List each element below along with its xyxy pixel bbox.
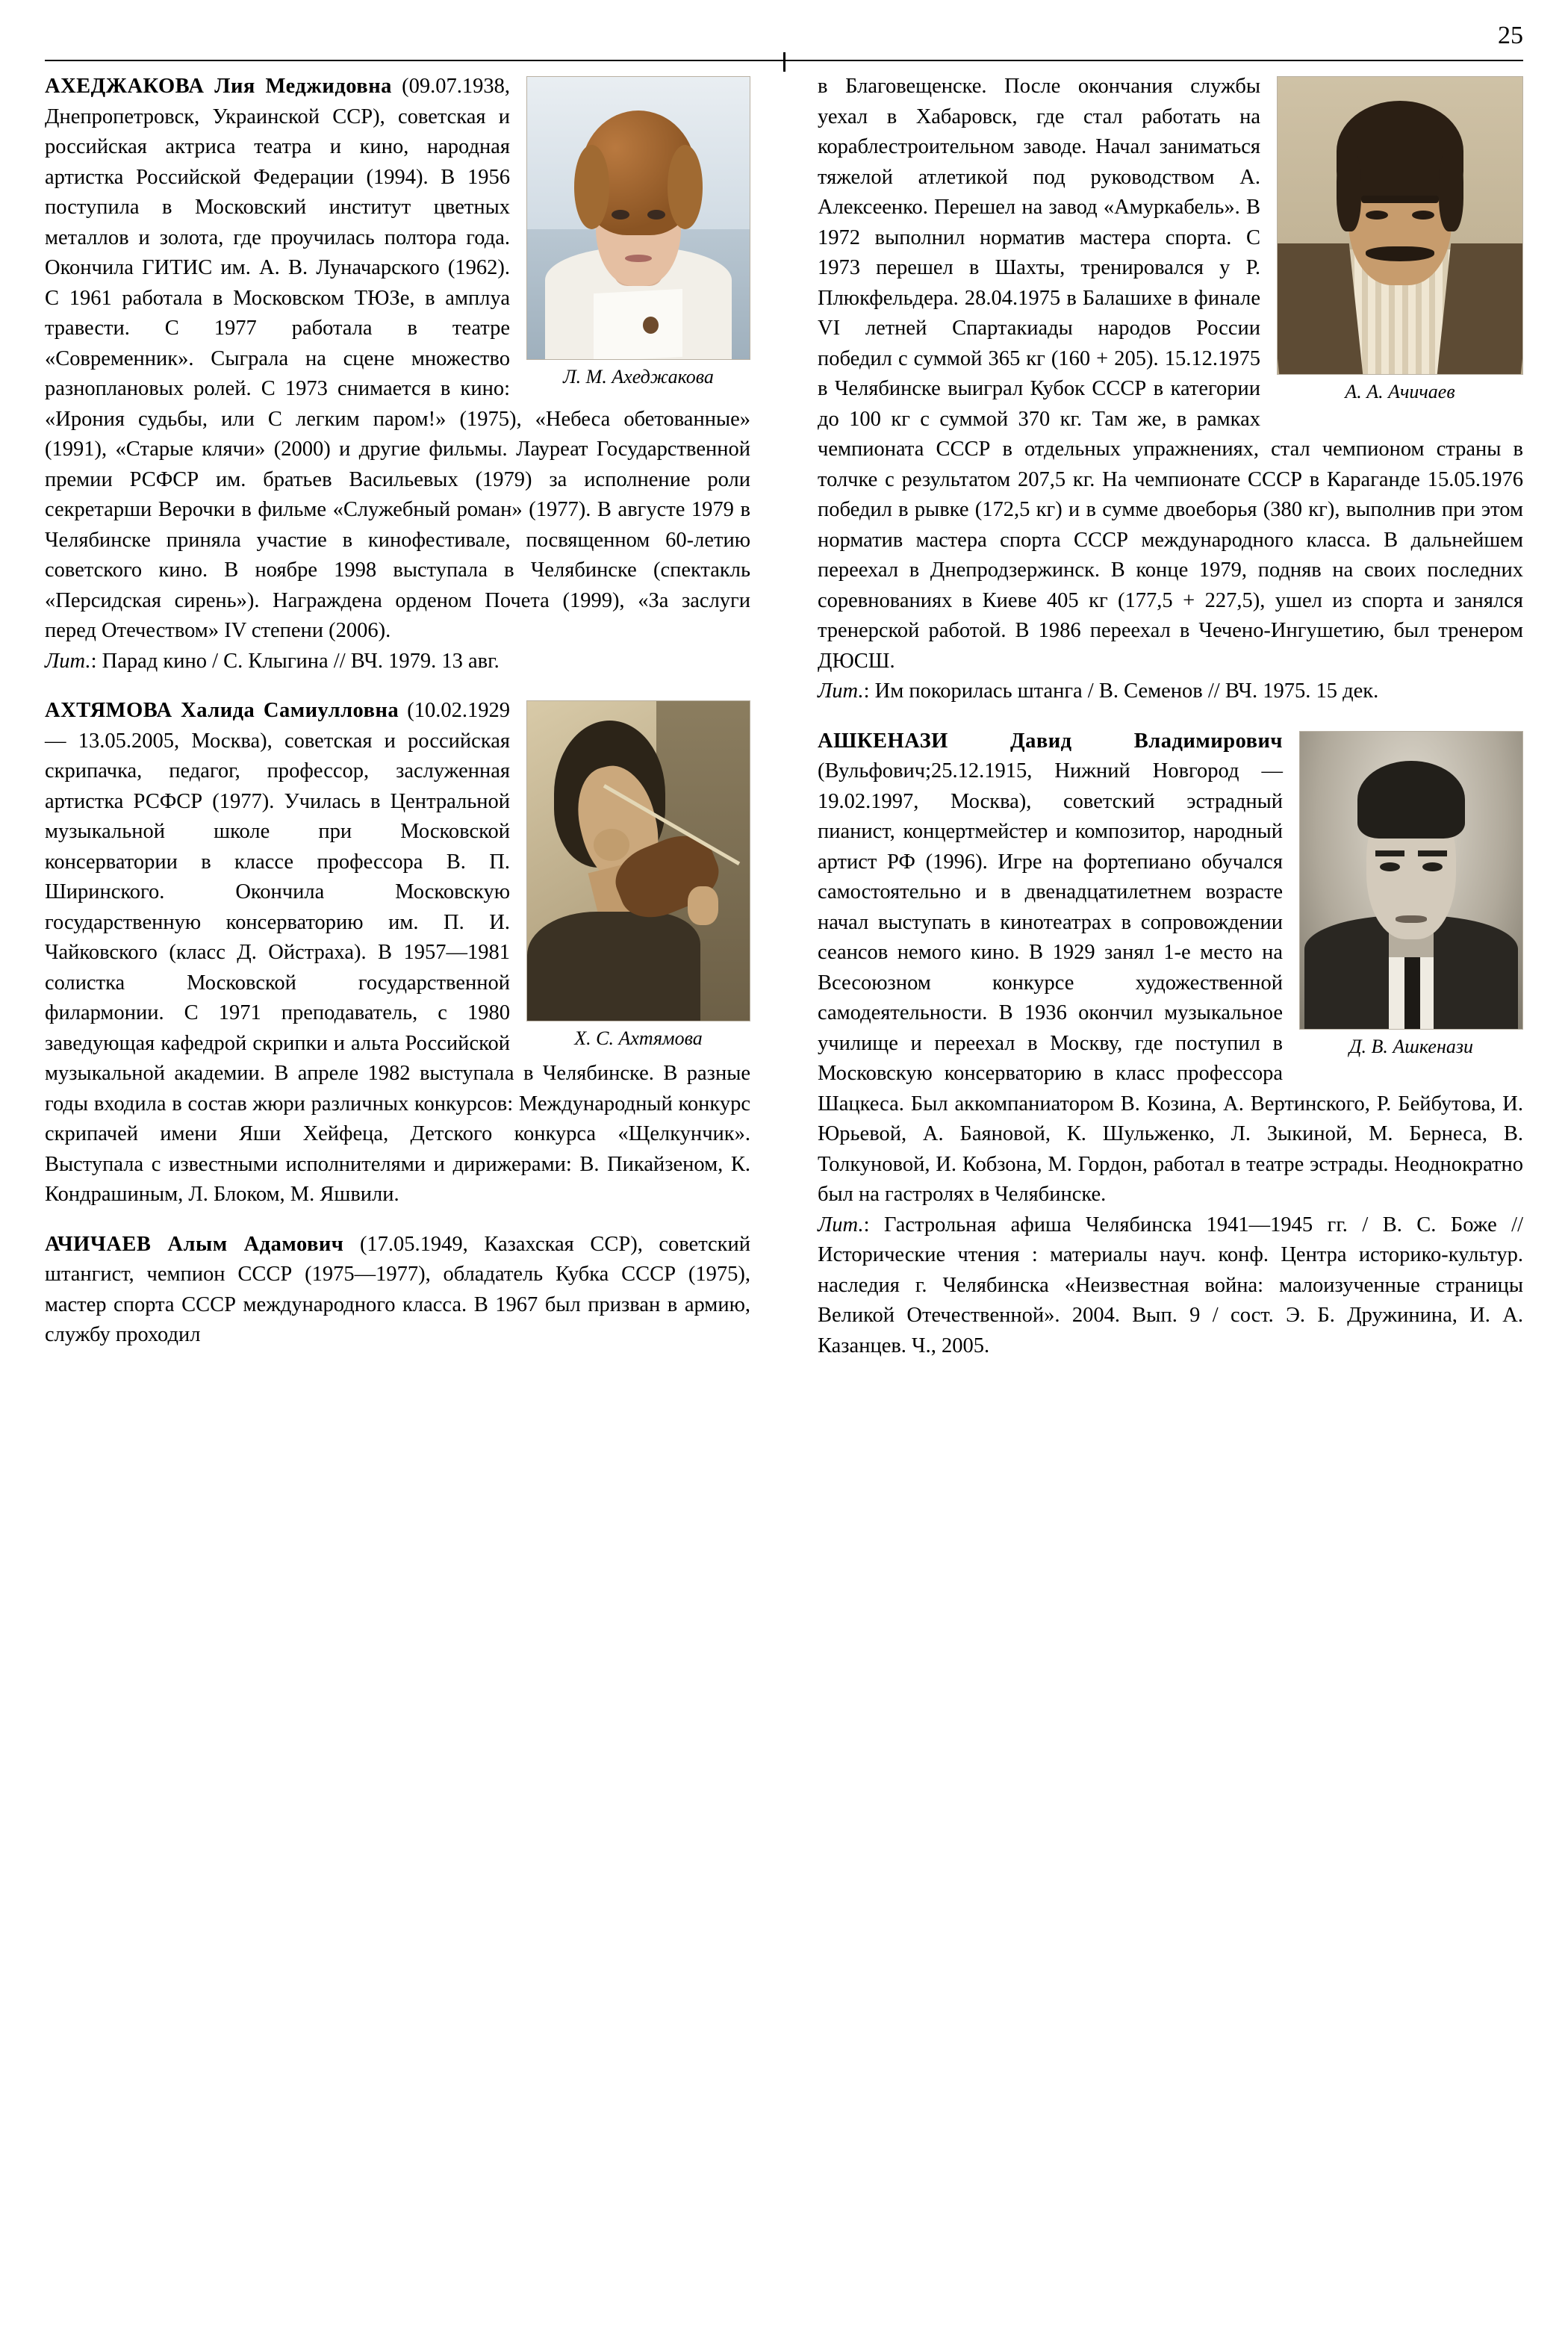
right-column xyxy=(818,72,1523,2319)
lit-text: : Парад кино / С. Клыгина // ВЧ. 1979. 13 авг. xyxy=(90,649,500,673)
lit-label: Лит. xyxy=(45,649,91,673)
figure-caption: А. А. Ачичаев xyxy=(1345,381,1455,402)
lit-text: : Гастрольная афиша Челябинска 1941—1945 гг. / В. С. Боже // Исторические чтения : материалы науч. конф. Центра историко-культур. наследия г. Челябинска «Неизвестная война: малоизученные страницы Великой Отечественной». 2004. Вып. 9 / сост. Э. Б. Дружинина, И. А. Казанцев. Ч., 2005. xyxy=(818,1213,1523,1357)
left-column xyxy=(45,72,750,2319)
portrait-ahtyamova xyxy=(526,700,750,1021)
lit-label: Лит. xyxy=(818,679,864,703)
figure-caption: Д. В. Ашкенази xyxy=(1348,1035,1474,1057)
figure-ahedzhakova xyxy=(526,76,750,390)
entry-achichaev-start xyxy=(45,1230,750,1351)
figure-ashkenazi xyxy=(1299,731,1523,1060)
entry-headword: АХЕДЖАКОВА Лия Меджидовна xyxy=(45,75,392,98)
lit-text: : Им покорилась штанга / В. Семенов // ВЧ. 1975. 15 дек. xyxy=(863,679,1379,703)
figure-achichaev xyxy=(1277,76,1523,405)
portrait-ahedzhakova xyxy=(526,76,750,360)
entry-headword: АШКЕНАЗИ Давид Владимирович xyxy=(818,729,1283,753)
page-number: 25 xyxy=(1498,22,1523,49)
entry-ahtyamova xyxy=(45,696,750,1210)
lit-label: Лит. xyxy=(818,1213,864,1236)
two-column-layout xyxy=(45,72,1523,2319)
figure-caption: Л. М. Ахеджакова xyxy=(563,366,714,388)
entry-body: (09.07.1938, Днепропетровск, Украинской ССР), советская и российская актриса театра и кино, народная артистка Российской Федерации (1994). В 1956 поступила в Московский институт цветных металлов и золота, где проучилась полтора года. Окончила ГИТИС им. А. В. Луначарского (1962). С 1961 работала в Московском ТЮЗе, в амплуа травести. С 1977 работала в театре «Современник». Сыграла на сцене множество разноплановых ролей. С 1973 снимается в кино: «Ирония судьбы, или С легким паром!» (1975), «Небеса обетованные» (1991), «Старые клячи» (2000) и другие фильмы. Лауреат Государственной премии РСФСР им. братьев Васильевых (1979) за исполнение роли секретарши Верочки в фильме «Служебный роман» (1977). В августе 1979 в Челябинске приняла участие в кинофестивале, посвященном 60-летию советского кино. В ноябре 1998 выступала в Челябинске (спектакль «Персидская сирень»). Награждена орденом Почета (1999), «За заслуги перед Отечеством» IV степени (2006). xyxy=(45,75,750,642)
portrait-ashkenazi xyxy=(1299,731,1523,1030)
entry-headword: АЧИЧАЕВ Алым Адамович xyxy=(45,1232,344,1256)
entry-body: (10.02.1929 — 13.05.2005, Москва), советская и российская скрипачка, педагог, профессор, заслуженная артистка РСФСР (1977). Училась в Центральной музыкальной школе при Московской консерватории в классе профессора В. П. Ширинского. Окончила Московскую государственную консерваторию им. П. И. Чайковского (класс Д. Ойстраха). В 1957—1981 солистка Московской государственной филармонии. С 1971 преподаватель, с 1980 заведующая кафедрой скрипки и альта Российской музыкальной академии. В апреле 1982 выступала в Челябинске. В разные годы входила в состав жюри различных конкурсов: Международный конкурс скрипачей имени Яши Хейфеца, Детского конкурса «Щелкунчик». Выступала с известными исполнителями и дирижерами: В. Пикайзеном, К. Кондрашиным, Л. Блоком, М. Яшвили. xyxy=(45,699,750,1206)
entry-body-part2: в Благовещенске. После окончания службы уехал в Хабаровск, где стал работать на кораблестроительном заводе. Начал заниматься тяжелой атлетикой под руководством А. Алексеенко. Перешел на завод «Амуркабель». В 1972 выполнил норматив мастера спорта. С 1973 перешел в Шахты, тренировался у Р. Плюкфельдера. 28.04.1975 в Балашихе в финале VI летней Спартакиады народов России победил с суммой 365 кг (160 + 205). 15.12.1975 в Челябинске выиграл Кубок СССР в категории до 100 кг с суммой 370 кг. Там же, в рамках чемпионата СССР в отдельных упражнениях, стал чемпионом страны в толчке с результатом 207,5 кг. На чемпионате СССР в Караганде 15.05.1976 победил в рывке (172,5 кг) и в сумме двоеборья (380 кг), выполнив при этом норматив мастера спорта СССР международного класса. В дальнейшем переехал в Днепродзержинск. В конце 1979, подняв на своих последних соревнованиях в Киеве 405 кг (177,5 + 227,5), ушел из спорта и занялся тренерской работой. В 1986 переехал в Чечено-Ингушетию, был тренером ДЮСШ. xyxy=(818,75,1523,673)
entry-body-part1: (17.05.1949, Казахская ССР), советский штангист, чемпион СССР (1975—1977), обладатель Кубка СССР (1975), мастер спорта СССР международного класса. В 1967 был призван в армию, службу проходил xyxy=(45,1232,750,1346)
portrait-achichaev xyxy=(1277,76,1523,375)
figure-ahtyamova xyxy=(526,700,750,1051)
entry-achichaev-continued xyxy=(818,72,1523,707)
entry-body: (Вульфович;25.12.1915, Нижний Новгород — 19.02.1997, Москва), советский эстрадный пианист, концертмейстер и композитор, народный артист РФ (1996). Игре на фортепиано обучался самостоятельно и в двенадцатилетнем возрасте начал выступать в кинотеатрах в сопровождении сеансов немого кино. В 1929 занял 1-е место на Всесоюзном конкурсе художественной самодеятельности. В 1936 окончил музыкальное училище и переехал в Москву, где поступил в Московскую консерваторию в класс профессора Шацкеса. Был аккомпаниатором В. Козина, А. Вертинского, Р. Бейбутова, И. Юрьевой, А. Баяновой, К. Шульженко, Л. Зыкиной, М. Бернеса, В. Толкуновой, И. Кобзона, М. Гордон, работал в театре эстрады. Неоднократно был на гастролях в Челябинске. xyxy=(818,759,1523,1206)
entry-ashkenazi xyxy=(818,727,1523,1362)
entry-ahedzhakova xyxy=(45,72,750,676)
column-divider xyxy=(783,52,785,72)
figure-caption: Х. С. Ахтямова xyxy=(574,1027,703,1049)
entry-headword: АХТЯМОВА Халида Самиулловна xyxy=(45,699,399,722)
